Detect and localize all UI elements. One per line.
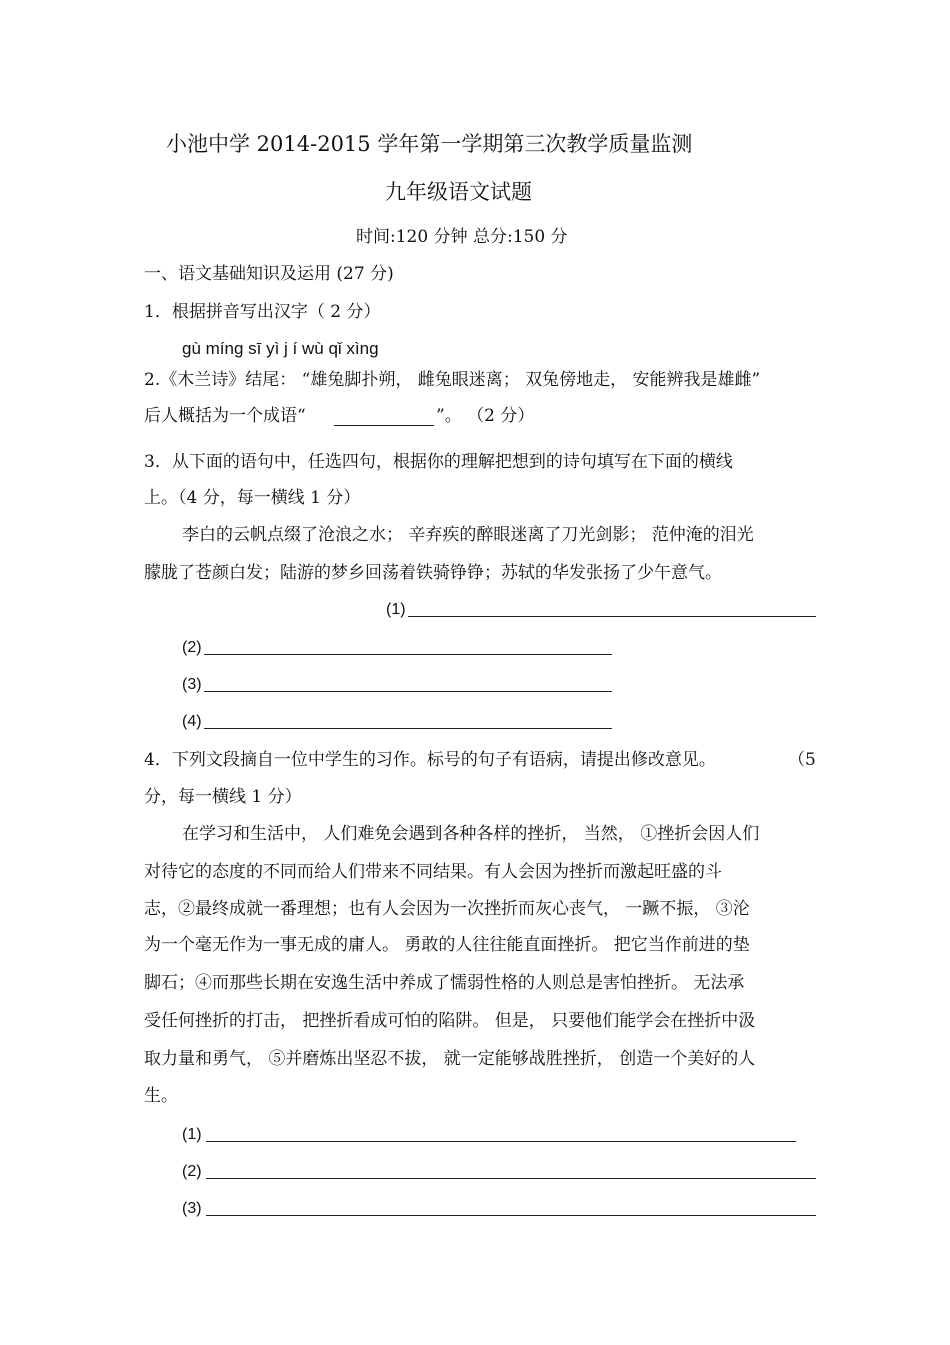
q3-answer-label-2: (2) bbox=[182, 639, 202, 656]
q2-line1: 2.《木兰诗》结尾： “雄兔脚扑朔， 雌兔眼迷离； 双兔傍地走， 安能辨我是雄雌” bbox=[144, 370, 761, 390]
q3-answer-line-1[interactable] bbox=[408, 616, 816, 617]
q4-para-line: 脚石；④而那些长期在安逸生活中养成了懦弱性格的人则总是害怕挫折。 无法承 bbox=[144, 973, 745, 993]
q3-answer-line-2[interactable] bbox=[204, 654, 612, 655]
q4-para-line: 生。 bbox=[144, 1086, 178, 1106]
q3-answer-label-1: (1) bbox=[386, 601, 406, 618]
q4-para-line: 志，②最终成就一番理想；也有人会因为一次挫折而灰心丧气， 一蹶不振， ③沦 bbox=[144, 899, 750, 919]
q4-answer-line-1[interactable] bbox=[206, 1141, 796, 1142]
exam-subtitle: 九年级语文试题 bbox=[385, 180, 532, 204]
q1-pinyin: gù míng sī yì j í wù qǐ xìng bbox=[182, 339, 379, 358]
q2-line2-prefix: 后人概括为一个成语“ bbox=[144, 406, 306, 426]
q3-answer-line-4[interactable] bbox=[204, 728, 612, 729]
q3-answer-label-3: (3) bbox=[182, 676, 202, 693]
q2-line2-suffix: ”。 （2 分） bbox=[436, 406, 535, 426]
q4-line2: 分，每一横线 1 分） bbox=[144, 787, 302, 807]
q4-answer-label-2: (2) bbox=[182, 1163, 202, 1180]
q3-answer-label-4: (4) bbox=[182, 713, 202, 730]
q2-answer-blank[interactable] bbox=[334, 425, 434, 426]
q4-para-line: 受任何挫折的打击， 把挫折看成可怕的陷阱。 但是， 只要他们能学会在挫折中汲 bbox=[144, 1011, 756, 1031]
q3-para-line1: 李白的云帆点缀了沧浪之水； 辛弃疾的醉眼迷离了刀光剑影； 范仲淹的泪光 bbox=[182, 525, 754, 545]
q4-line1-score: （5 bbox=[788, 750, 816, 770]
q4-answer-line-3[interactable] bbox=[206, 1215, 816, 1216]
exam-title: 小池中学 2014-2015 学年第一学期第三次教学质量监测 bbox=[166, 132, 693, 156]
q4-para-line: 在学习和生活中， 人们难免会遇到各种各样的挫折， 当然， ①挫折会因人们 bbox=[182, 824, 760, 844]
q3-answer-line-3[interactable] bbox=[204, 691, 612, 692]
q3-line1: 3．从下面的语句中，任选四句，根据你的理解把想到的诗句填写在下面的横线 bbox=[144, 452, 733, 472]
q4-para-line: 取力量和勇气， ⑤并磨炼出坚忍不拔， 就一定能够战胜挫折， 创造一个美好的人 bbox=[144, 1049, 756, 1069]
q4-answer-line-2[interactable] bbox=[206, 1178, 816, 1179]
q1-stem: 1．根据拼音写出汉字（ 2 分） bbox=[144, 302, 381, 322]
q4-para-line: 对待它的态度的不同而给人们带来不同结果。有人会因为挫折而激起旺盛的斗 bbox=[144, 862, 722, 882]
q4-para-line: 为一个毫无作为一事无成的庸人。 勇敢的人往往能直面挫折。 把它当作前进的垫 bbox=[144, 935, 750, 955]
q3-line2: 上。（4 分，每一横线 1 分） bbox=[144, 488, 361, 508]
q4-answer-label-1: (1) bbox=[182, 1126, 202, 1143]
q4-line1: 4．下列文段摘自一位中学生的习作。标号的句子有语病，请提出修改意见。 bbox=[144, 750, 716, 770]
q3-para-line2: 朦胧了苍颜白发；陆游的梦乡回荡着铁骑铮铮；苏轼的华发张扬了少午意气。 bbox=[144, 563, 722, 583]
exam-info: 时间:120 分钟 总分:150 分 bbox=[356, 227, 568, 247]
q4-answer-label-3: (3) bbox=[182, 1200, 202, 1217]
section-heading: 一、语文基础知识及运用 (27 分) bbox=[144, 264, 394, 284]
